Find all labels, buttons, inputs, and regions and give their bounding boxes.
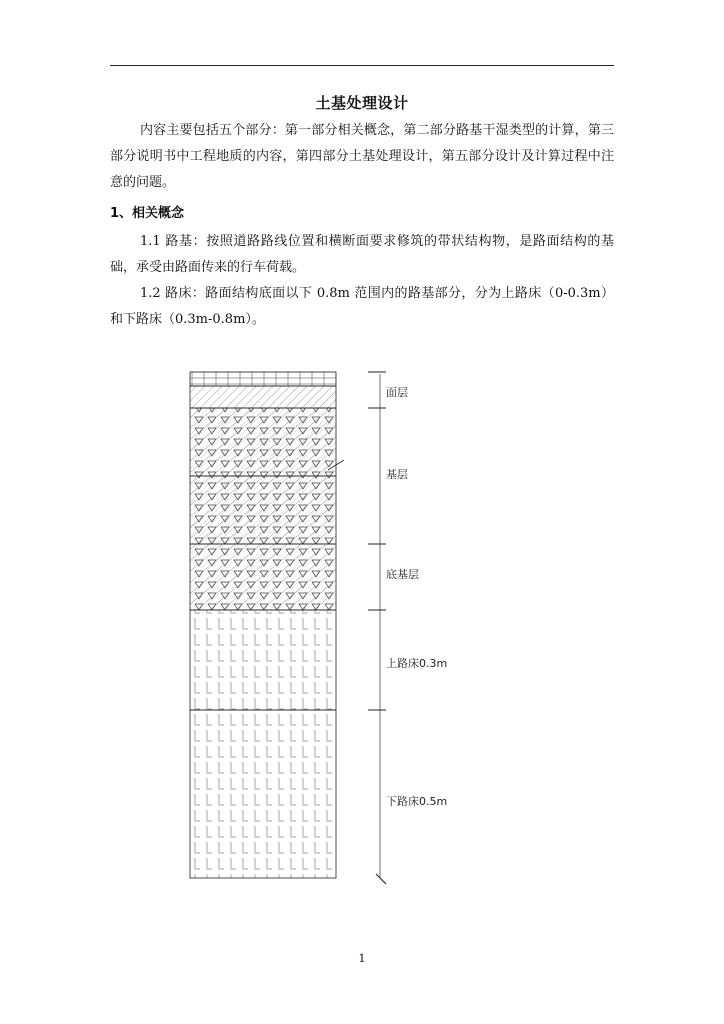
marker-tick-5 <box>376 874 386 884</box>
label-surface: 面层 <box>386 386 408 399</box>
label-upper-roadbed: 上路床0.3m <box>386 657 448 670</box>
label-base: 基层 <box>386 468 408 481</box>
paragraph-subgrade: 1.1 路基：按照道路路线位置和横断面要求修筑的带状结构物，是路面结构的基础，承受由路面传来的行车荷载。 <box>110 234 614 275</box>
layer-base-2-hatch <box>190 476 336 544</box>
page-title: 土基处理设计 <box>315 94 409 112</box>
paragraph-roadbed: 1.2 路床：路面结构底面以下 0.8m 范围内的路基部分，分为上路床（0-0.3m）和下路床（0.3m-0.8m）。 <box>110 286 614 327</box>
layer-base-1-hatch <box>190 408 336 476</box>
layer-lower-roadbed <box>190 710 336 878</box>
pavement-structure-diagram <box>180 360 448 890</box>
label-lower-roadbed: 下路床0.5m <box>386 795 448 808</box>
page-number: 1 <box>358 952 366 965</box>
intro-paragraph: 内容主要包括五个部分：第一部分相关概念，第二部分路基干湿类型的计算，第三部分说明书中工程地质的内容，第四部分土基处理设计，第五部分设计及计算过程中注意的问题。 <box>110 123 614 190</box>
label-subbase: 底基层 <box>386 568 419 581</box>
section-heading: 1、相关概念 <box>110 206 185 221</box>
layer-surface-top <box>190 372 336 386</box>
layer-subbase-hatch <box>190 544 336 610</box>
layer-surface-base <box>190 386 336 408</box>
header-rule <box>110 65 614 66</box>
layer-upper-roadbed <box>190 610 336 710</box>
